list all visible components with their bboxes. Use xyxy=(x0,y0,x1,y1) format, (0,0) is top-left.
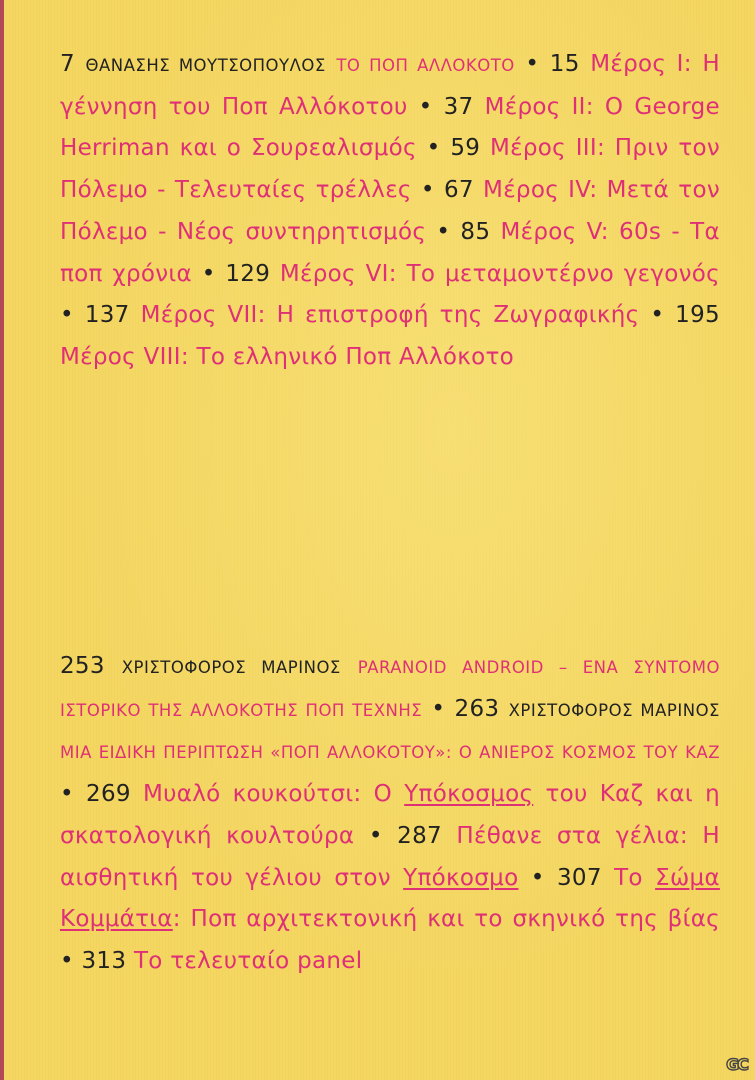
underlined-title: Υπόκοσμος xyxy=(404,781,534,808)
chapter-title-part: Το xyxy=(614,864,643,891)
chapter-title: Μέρος ΙΙΙ: Πριν τον Πόλεμο - Τελευταίες τρέλλες xyxy=(60,135,720,204)
page-number: 129 xyxy=(225,260,271,287)
page-number: 7 xyxy=(60,51,75,77)
chapter-title: Μέρος VIII: Το ελληνικό Ποπ Αλλόκοτο xyxy=(60,343,515,370)
author-name: ΘΑΝΑΣΗΣ ΜΟΥΤΣΟΠΟΥΛΟΣ xyxy=(85,56,326,75)
chapter-title: Μέρος V: 60s - Τα ποπ χρόνια xyxy=(60,218,720,287)
chapter-title-part: του Καζ και η σκατολογική κουλτούρα xyxy=(60,781,720,849)
page-number: 85 xyxy=(460,218,491,245)
essay-title: ΤΟ ΠΟΠ ΑΛΛΟΚΟΤΟ xyxy=(336,56,515,75)
underlined-title: Υπόκοσμο xyxy=(403,864,519,891)
toc-section-moutsopoulos xyxy=(60,44,720,379)
bullet-separator: • xyxy=(426,135,441,162)
page-number: 195 xyxy=(675,302,720,329)
page-number: 137 xyxy=(84,302,130,329)
chapter-title: Μέρος ΙΙ: Ο George Herriman και ο Σουρεαλισμός xyxy=(60,93,720,162)
page-number: 287 xyxy=(397,822,442,849)
essay-title: ΜΙΑ ΕΙΔΙΚΗ ΠΕΡΙΠΤΩΣΗ «ΠΟΠ ΑΛΛΟΚΟΤΟΥ»: Ο ΑΝΙΕΡΟΣ ΚΟΣΜΟΣ ΤΟΥ ΚΑΖ xyxy=(60,743,720,763)
bullet-separator: • xyxy=(525,51,540,77)
author-name: ΧΡΙΣΤΟΦΟΡΟΣ ΜΑΡΙΝΟΣ xyxy=(121,658,341,677)
chapter-title-part: Πέθανε στα γέλια: Η αισθητική του γέλιου στον xyxy=(60,822,720,891)
page-number: 59 xyxy=(450,135,481,162)
page-number: 269 xyxy=(86,781,131,808)
page-number: 307 xyxy=(556,864,602,891)
bullet-separator: • xyxy=(650,302,665,329)
author-name: ΧΡΙΣΤΟΦΟΡΟΣ ΜΑΡΙΝΟΣ xyxy=(508,700,720,720)
page-number: 313 xyxy=(81,947,127,974)
chapter-title: Μέρος IV: Μετά τον Πόλεμο - Νέος συντηρητισμός xyxy=(60,177,720,245)
chapter-title: Το τελευταίο panel xyxy=(133,947,363,974)
chapter-title: Μέρος VI: Το μεταμοντέρνο γεγονός xyxy=(279,260,720,287)
bullet-separator: • xyxy=(436,218,451,245)
bullet-separator: • xyxy=(60,781,74,808)
chapter-title-part: : Ποπ αρχιτεκτονική και το σκηνικό της βίας xyxy=(172,906,720,933)
page-number: 15 xyxy=(549,51,580,77)
page-number: 253 xyxy=(60,653,105,679)
bullet-separator: • xyxy=(60,947,74,974)
bullet-separator: • xyxy=(201,260,216,287)
chapter-title: Μέρος VII: Η επιστροφή της Ζωγραφικής xyxy=(140,302,640,329)
bullet-separator: • xyxy=(60,302,74,329)
bullet-separator: • xyxy=(530,864,545,891)
chapter-title-part: Μυαλό κουκούτσι: Ο xyxy=(143,781,393,808)
page-edge-strip xyxy=(0,0,4,1080)
chapter-title: Μέρος Ι: Η γέννηση του Ποπ Αλλόκοτου xyxy=(60,51,720,120)
toc-section-marinos xyxy=(60,646,720,983)
underlined-title: Σώμα Κομμάτια xyxy=(60,864,720,933)
page-number: 263 xyxy=(454,695,500,722)
bullet-separator: • xyxy=(420,177,435,204)
bullet-separator: • xyxy=(368,822,383,849)
page-number: 37 xyxy=(443,93,474,120)
page-number: 67 xyxy=(443,177,474,204)
gc-watermark-logo: GC xyxy=(726,1055,747,1074)
essay-title: PARANOID ANDROID – ΕΝΑ ΣΥΝΤΟΜΟ ΙΣΤΟΡΙΚΟ ΤΗΣ ΑΛΛΟΚΟΤΗΣ ΠΟΠ ΤΕΧΝΗΣ xyxy=(60,658,720,720)
bullet-separator: • xyxy=(431,695,446,722)
bullet-separator: • xyxy=(418,93,433,120)
